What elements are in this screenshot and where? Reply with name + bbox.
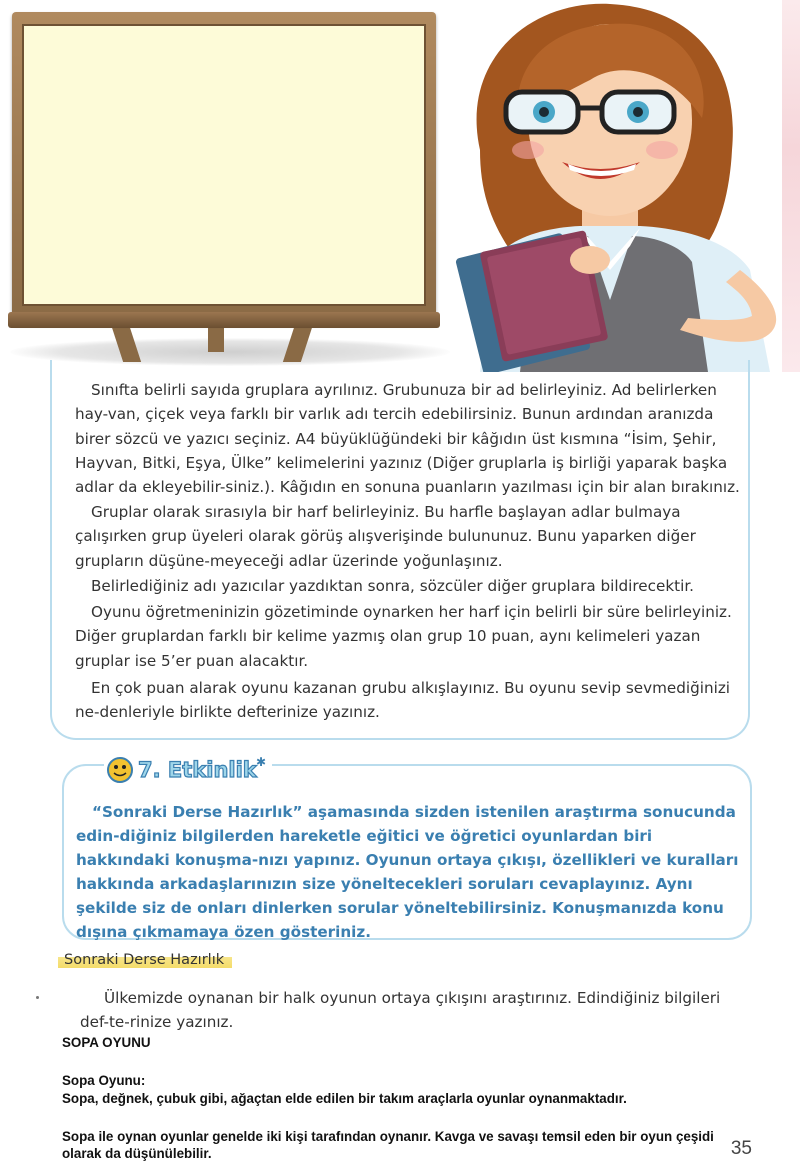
paragraph-text: Gruplar olarak sırasıyla bir harf belirleyiniz. Bu harfle başlayan adlar bulmaya çalışırken grup üyeleri olarak görüş alışverişinde bulununuz. Bunu yaparken diğer grupların düşüne-meyeceği adlar üzerinde yoğunlaşınız. (75, 503, 696, 570)
paragraph-text: Belirlediğiniz adı yazıcılar yazdıktan sonra, sözcüler diğer gruplara bildirecektir. (91, 577, 694, 595)
instruction-paragraph-3 (75, 574, 745, 598)
paragraph-text: En çok puan alarak oyunu kazanan grubu alkışlayınız. Bu oyunu sevip sevmediğinizi ne-denleriyle birlikte defterinize yazınız. (75, 679, 731, 722)
header-illustration (0, 0, 800, 372)
instruction-paragraph-4 (75, 600, 745, 673)
activity-badge (104, 752, 272, 786)
sopa-line-2: Sopa ile oynan oyunlar genelde iki kişi tarafından oynanır. Kavga ve savaşı temsil eden bir oyun çeşidi olarak da düşünülebilir. (62, 1129, 714, 1161)
activity-badge-label: 7. Etkinlik (138, 758, 257, 782)
side-decoration (782, 0, 800, 372)
instruction-paragraph-2 (75, 500, 745, 573)
page-number: 35 (730, 1138, 752, 1159)
svg-text:✱: ✱ (256, 755, 267, 769)
sopa-title: SOPA OYUNU (62, 1035, 151, 1050)
teacher-illustration (440, 0, 800, 372)
bullet-dot (36, 996, 39, 999)
paragraph-text: Oyunu öğretmeninizin gözetiminde oynarken her harf için belirli bir süre belirleyiniz. Diğer gruplardan farklı bir kelime yazmış olan grup 10 puan, aynı kelimeleri yazan gruplar ise 5’er puan alacaktır. (75, 603, 732, 670)
paragraph-text: Sınıfta belirli sayıda gruplara ayrılınız. Grubunuza bir ad belirleyiniz. Ad belirlerken hay-van, çiçek veya farklı bir varlık adı tercih edebilirsiniz. Bunun ardından aranızda birer sözcü ve yazıcı seçiniz. A4 büyüklüğündeki bir kâğıdın üst kısmına “İsim, Şehir, Hayvan, Bitki, Eşya, Ülke” kelimelerini yazınız (Diğer gruplarla iş birliği yaparak başka adlar da ekleyebilir-siniz.). Kâğıdın en sonuna puanların yazılması için bir alan bırakınız. (75, 381, 740, 497)
next-lesson-label: Sonraki Derse Hazırlık (58, 950, 232, 970)
sopa-subtitle: Sopa Oyunu: (62, 1073, 146, 1088)
instruction-paragraph-1 (75, 378, 745, 499)
easel-board (12, 12, 436, 324)
next-lesson-text: Ülkemizde oynanan bir halk oyunun ortaya çıkışını araştırınız. Edindiğiniz bilgileri def-te-rinize yazınız. (80, 989, 721, 1031)
activity-text: “Sonraki Derse Hazırlık” aşamasında sizden istenilen araştırma sonucunda edin-diğiniz bilgilerden hareketle eğitici ve öğretici oyunlardan biri hakkındaki konuşma-nızı yapınız. Oyunun ortaya çıkışı, özellikleri ve kuralları hakkında arkadaşlarınızın size yöneltecekleri soruları cevaplayınız. Aynı şekilde siz de onları dinlerken sorular yöneltebilirsiniz. Konuşmanızda konu dışına çıkmamaya özen gösteriniz. (76, 803, 739, 941)
instruction-paragraph-5 (75, 676, 745, 725)
easel-board-ledge (8, 312, 440, 328)
sopa-line-1: Sopa, değnek, çubuk gibi, ağaçtan elde edilen bir takım araçlarla oyunlar oynanmaktadır. (62, 1091, 627, 1106)
easel-board-surface (22, 24, 426, 306)
